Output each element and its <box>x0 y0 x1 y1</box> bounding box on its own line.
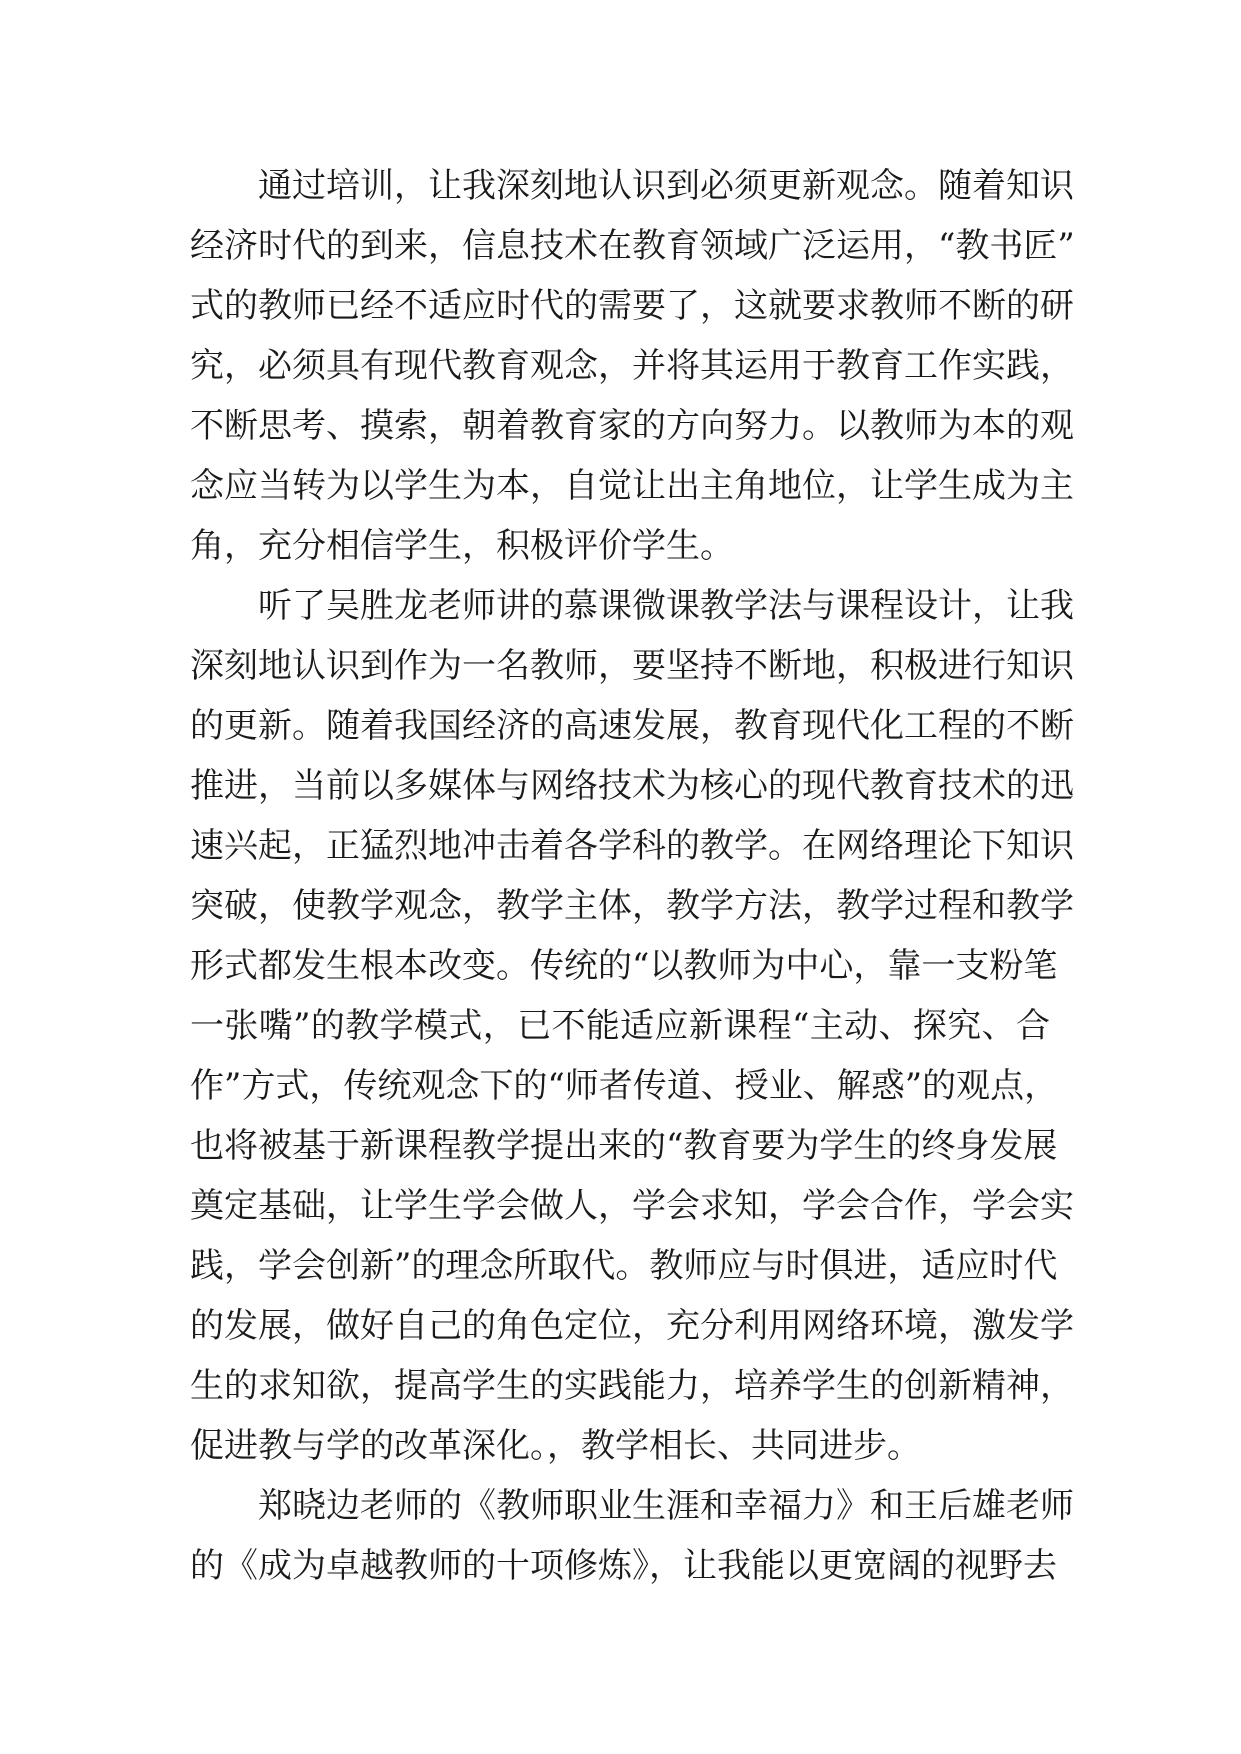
paragraph-3 <box>190 1476 1074 1596</box>
paragraph-line: 不断思考、摸索，朝着教育家的方向努力。以教师为本的观 <box>190 406 1074 446</box>
paragraph-line: 速兴起，正猛烈地冲击着各学科的教学。在网络理论下知识 <box>190 826 1074 866</box>
document-body <box>190 156 1075 1596</box>
paragraph-line: 生的求知欲，提高学生的实践能力，培养学生的创新精神， <box>190 1366 1074 1406</box>
paragraph-line: 也将被基于新课程教学提出来的“教育要为学生的终身发展 <box>190 1126 1058 1166</box>
paragraph-1 <box>190 156 1075 576</box>
paragraph-line: 促进教与学的改革深化。，教学相长、共同进步。 <box>190 1426 921 1466</box>
paragraph-line: 念应当转为以学生为本，自觉让出主角地位，让学生成为主 <box>190 466 1074 506</box>
paragraph-line: 郑晓边老师的《教师职业生涯和幸福力》和王后雄老师 <box>258 1486 1074 1526</box>
paragraph-line: 角，充分相信学生，积极评价学生。 <box>190 526 734 566</box>
paragraph-line: 一张嘴”的教学模式，已不能适应新课程“主动、探究、合 <box>190 1006 1050 1046</box>
paragraph-line: 式的教师已经不适应时代的需要了，这就要求教师不断的研 <box>190 286 1074 326</box>
paragraph-line: 作”方式，传统观念下的“师者传道、授业、解惑”的观点， <box>190 1066 1059 1106</box>
paragraph-line: 通过培训，让我深刻地认识到必须更新观念。随着知识 <box>258 166 1074 206</box>
paragraph-line: 突破，使教学观念，教学主体，教学方法，教学过程和教学 <box>190 886 1074 926</box>
paragraph-line: 践，学会创新”的理念所取代。教师应与时俱进，适应时代 <box>190 1246 1058 1286</box>
paragraph-2 <box>190 576 1074 1476</box>
paragraph-line: 推进，当前以多媒体与网络技术为核心的现代教育技术的迅 <box>190 766 1074 806</box>
paragraph-line: 形式都发生根本改变。传统的“以教师为中心，靠一支粉笔 <box>190 946 1058 986</box>
paragraph-line: 的《成为卓越教师的十项修炼》，让我能以更宽阔的视野去 <box>190 1546 1057 1586</box>
paragraph-line: 经济时代的到来，信息技术在教育领域广泛运用，“教书匠” <box>190 226 1075 266</box>
paragraph-line: 的更新。随着我国经济的高速发展，教育现代化工程的不断 <box>190 706 1074 746</box>
paragraph-line: 深刻地认识到作为一名教师，要坚持不断地，积极进行知识 <box>190 646 1074 686</box>
paragraph-line: 听了吴胜龙老师讲的慕课微课教学法与课程设计，让我 <box>258 586 1074 626</box>
paragraph-line: 的发展，做好自己的角色定位，充分利用网络环境，激发学 <box>190 1306 1074 1346</box>
paragraph-line: 究，必须具有现代教育观念，并将其运用于教育工作实践， <box>190 346 1074 386</box>
paragraph-line: 奠定基础，让学生学会做人，学会求知，学会合作，学会实 <box>190 1186 1074 1226</box>
